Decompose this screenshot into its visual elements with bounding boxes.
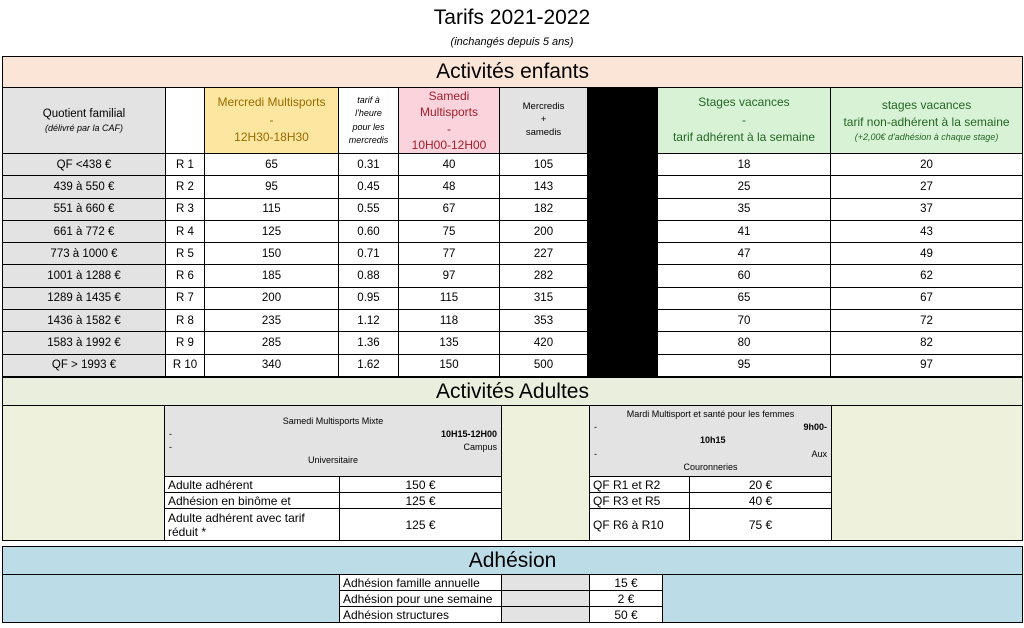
samedi-cell: 77 <box>399 243 500 265</box>
samedi-label <box>165 509 340 541</box>
mercredi-cell: 285 <box>205 332 339 354</box>
qf-cell: QF > 1993 € <box>3 354 166 376</box>
heure-cell: 1.12 <box>339 310 399 332</box>
samedi-mixte-line2 <box>165 441 501 454</box>
table-row <box>3 154 1023 176</box>
section-title-adultes: Activités Adultes <box>3 378 1023 406</box>
header-qf <box>3 88 166 154</box>
header-sa-3: tarif adhérent à la semaine <box>672 130 816 145</box>
header-th-1: tarif à <box>357 95 380 106</box>
stage-non-cell: 49 <box>831 243 1023 265</box>
adhesion-table <box>2 546 1023 623</box>
stage-non-cell: 62 <box>831 265 1023 287</box>
mardi-price: 20 € <box>690 477 832 493</box>
total-cell: 200 <box>500 220 588 242</box>
header-samedi-3: - <box>447 121 451 136</box>
header-th-3: pour les <box>352 121 385 132</box>
samedi-mixte-header <box>165 406 502 477</box>
total-cell: 227 <box>500 243 588 265</box>
r-cell: R 5 <box>166 243 205 265</box>
samedi-mixte-line1 <box>165 428 501 441</box>
header-qf-sub: (délivré par la CAF) <box>44 123 124 134</box>
header-sn-2: tarif non-adhérent à la semaine <box>843 114 1010 129</box>
samedi-label-line1: Adulte adhérent avec tarif <box>168 510 305 525</box>
samedi-cell: 67 <box>399 198 500 220</box>
samedi-cell: 135 <box>399 332 500 354</box>
header-r-blank <box>166 88 205 154</box>
adhesion-fill-right <box>663 575 1023 623</box>
qf-cell: 1436 à 1582 € <box>3 310 166 332</box>
adhesion-price: 50 € <box>590 607 663 623</box>
r-cell: R 8 <box>166 310 205 332</box>
samedi-cell: 150 <box>399 354 500 376</box>
mercredi-cell: 95 <box>205 176 339 198</box>
mercredi-cell: 115 <box>205 198 339 220</box>
heure-cell: 0.71 <box>339 243 399 265</box>
stage-non-cell: 67 <box>831 287 1023 309</box>
total-cell: 420 <box>500 332 588 354</box>
samedi-price: 150 € <box>340 477 502 493</box>
samedi-mixte-title: Samedi Multisports Mixte <box>282 415 384 426</box>
header-mercredi <box>205 88 339 154</box>
mercredi-cell: 150 <box>205 243 339 265</box>
mardi-femmes-header <box>590 406 832 477</box>
header-stages-adherent <box>658 88 831 154</box>
samedi-time: 10H15-12H00 <box>440 428 497 439</box>
mercredi-cell: 185 <box>205 265 339 287</box>
header-samedi-4: 10H00-12H00 <box>411 137 487 152</box>
table-row <box>3 354 1023 376</box>
mardi-dash1: - <box>594 422 597 433</box>
stage-adh-cell: 70 <box>658 310 831 332</box>
stage-non-cell: 82 <box>831 332 1023 354</box>
adultes-table <box>2 377 1023 541</box>
header-ms-1: Mercredis <box>522 101 565 113</box>
qf-cell: 439 à 550 € <box>3 176 166 198</box>
samedi-cell: 118 <box>399 310 500 332</box>
heure-cell: 0.31 <box>339 154 399 176</box>
mercredi-cell: 340 <box>205 354 339 376</box>
table-row <box>3 220 1023 242</box>
mercredi-cell: 65 <box>205 154 339 176</box>
adhesion-price: 2 € <box>590 591 663 607</box>
header-samedi <box>399 88 500 154</box>
heure-cell: 0.88 <box>339 265 399 287</box>
stage-non-cell: 72 <box>831 310 1023 332</box>
samedi-cell: 40 <box>399 154 500 176</box>
stage-adh-cell: 65 <box>658 287 831 309</box>
adhesion-gray <box>502 607 590 623</box>
table-row <box>3 332 1023 354</box>
heure-cell: 0.55 <box>339 198 399 220</box>
qf-cell: 1583 à 1992 € <box>3 332 166 354</box>
header-th-2: l'heure <box>355 108 382 119</box>
r-cell: R 3 <box>166 198 205 220</box>
adhesion-price: 15 € <box>590 575 663 591</box>
samedi-cell: 115 <box>399 287 500 309</box>
samedi-cell: 75 <box>399 220 500 242</box>
total-cell: 315 <box>500 287 588 309</box>
stage-adh-cell: 41 <box>658 220 831 242</box>
total-cell: 500 <box>500 354 588 376</box>
header-mercredis-samedis <box>500 88 588 154</box>
adhesion-fill-left <box>3 575 340 623</box>
stage-adh-cell: 47 <box>658 243 831 265</box>
mardi-time2: 10h15 <box>700 435 726 446</box>
section-title-enfants: Activités enfants <box>3 57 1023 88</box>
mardi-line1 <box>590 421 831 434</box>
section-title-adhesion: Adhésion <box>3 547 1023 575</box>
samedi-label-line2: réduit * <box>168 524 207 539</box>
table-row <box>3 310 1023 332</box>
r-cell: R 7 <box>166 287 205 309</box>
stage-non-cell: 27 <box>831 176 1023 198</box>
total-cell: 143 <box>500 176 588 198</box>
adhesion-label: Adhésion pour une semaine <box>340 591 502 607</box>
header-row <box>3 88 1023 154</box>
stage-adh-cell: 60 <box>658 265 831 287</box>
total-cell: 182 <box>500 198 588 220</box>
r-cell: R 1 <box>166 154 205 176</box>
stage-non-cell: 20 <box>831 154 1023 176</box>
table-row <box>3 575 1023 591</box>
black-separator <box>588 88 658 377</box>
header-tarif-heure <box>339 88 399 154</box>
header-sn-3: (+2,00€ d'adhésion à chaque stage) <box>854 132 999 143</box>
qf-cell: QF <438 € <box>3 154 166 176</box>
samedi-price: 125 € <box>340 493 502 509</box>
header-sn-1: stages vacances <box>881 97 972 112</box>
stage-non-cell: 43 <box>831 220 1023 242</box>
samedi-label: Adhésion en binôme et <box>165 493 340 509</box>
mardi-title: Mardi Multisport et santé pour les femmes <box>626 409 795 420</box>
samedi-cell: 97 <box>399 265 500 287</box>
samedi-price: 125 € <box>340 509 502 541</box>
header-sa-1: Stages vacances <box>698 95 790 110</box>
total-cell: 105 <box>500 154 588 176</box>
adhesion-gray <box>502 575 590 591</box>
stage-adh-cell: 25 <box>658 176 831 198</box>
qf-cell: 773 à 1000 € <box>3 243 166 265</box>
header-samedi-2: Multisports <box>419 105 478 120</box>
mardi-label: QF R6 à R10 <box>590 509 690 541</box>
mardi-label: QF R1 et R2 <box>590 477 690 493</box>
r-cell: R 6 <box>166 265 205 287</box>
total-cell: 353 <box>500 310 588 332</box>
samedi-campus: Campus <box>463 442 497 452</box>
header-samedi-1: Samedi <box>428 89 470 104</box>
samedi-dash1: - <box>169 428 172 439</box>
header-ms-3: samedis <box>525 126 562 138</box>
mardi-place: Couronneries <box>683 461 738 472</box>
r-cell: R 4 <box>166 220 205 242</box>
mardi-price: 75 € <box>690 509 832 541</box>
heure-cell: 1.36 <box>339 332 399 354</box>
qf-cell: 1289 à 1435 € <box>3 287 166 309</box>
heure-cell: 1.62 <box>339 354 399 376</box>
table-row <box>3 176 1023 198</box>
header-stages-non-adherent <box>831 88 1023 154</box>
mercredi-cell: 200 <box>205 287 339 309</box>
adultes-fill-mid <box>502 406 590 541</box>
mardi-label: QF R3 et R5 <box>590 493 690 509</box>
mercredi-cell: 235 <box>205 310 339 332</box>
mardi-price: 40 € <box>690 493 832 509</box>
mercredi-cell: 125 <box>205 220 339 242</box>
mardi-time1: 9h00- <box>803 422 827 433</box>
mardi-aux: Aux <box>811 448 827 459</box>
r-cell: R 9 <box>166 332 205 354</box>
header-th-4: mercredis <box>348 134 389 145</box>
r-cell: R 2 <box>166 176 205 198</box>
enfants-table <box>2 56 1023 377</box>
qf-cell: 551 à 660 € <box>3 198 166 220</box>
stage-adh-cell: 80 <box>658 332 831 354</box>
samedi-dash2: - <box>169 442 172 452</box>
adhesion-label: Adhésion structures <box>340 607 502 623</box>
adultes-fill-right <box>832 406 1023 541</box>
heure-cell: 0.45 <box>339 176 399 198</box>
qf-cell: 661 à 772 € <box>3 220 166 242</box>
stage-adh-cell: 35 <box>658 198 831 220</box>
stage-adh-cell: 95 <box>658 354 831 376</box>
table-row <box>3 265 1023 287</box>
adhesion-label: Adhésion famille annuelle <box>340 575 502 591</box>
header-mercredi-2: - <box>269 112 274 127</box>
header-mercredi-3: 12H30-18H30 <box>234 130 309 145</box>
table-row <box>3 198 1023 220</box>
page-title: Tarifs 2021-2022 <box>433 6 591 29</box>
samedi-cell: 48 <box>399 176 500 198</box>
page-subtitle: (inchangés depuis 5 ans) <box>450 36 574 48</box>
total-cell: 282 <box>500 265 588 287</box>
mardi-line2 <box>590 448 831 461</box>
header-mercredi-1: Mercredi Multisports <box>217 95 326 110</box>
adultes-fill-left <box>3 406 165 541</box>
r-cell: R 10 <box>166 354 205 376</box>
heure-cell: 0.95 <box>339 287 399 309</box>
qf-cell: 1001 à 1288 € <box>3 265 166 287</box>
samedi-place: Universitaire <box>307 455 358 466</box>
stage-non-cell: 97 <box>831 354 1023 376</box>
table-row <box>3 287 1023 309</box>
heure-cell: 0.60 <box>339 220 399 242</box>
mardi-dash2: - <box>594 448 597 459</box>
stage-adh-cell: 18 <box>658 154 831 176</box>
header-qf-label: Quotient familial <box>42 107 126 120</box>
samedi-label: Adulte adhérent <box>165 477 340 493</box>
stage-non-cell: 37 <box>831 198 1023 220</box>
header-sa-2: - <box>742 112 746 127</box>
table-row <box>3 243 1023 265</box>
adhesion-gray <box>502 591 590 607</box>
header-ms-2: + <box>540 114 547 126</box>
